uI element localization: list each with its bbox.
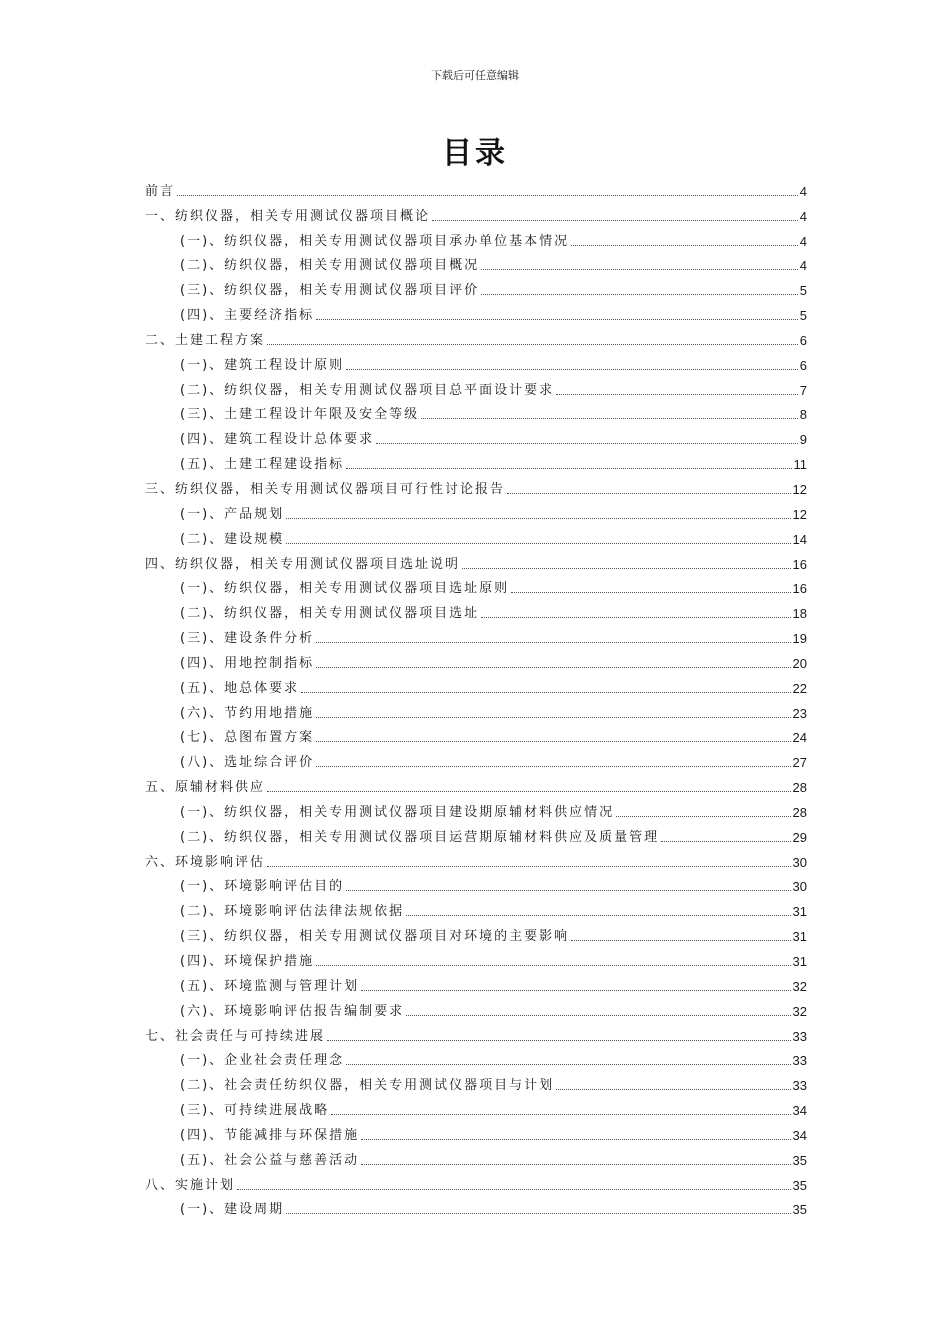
toc-entry-section[interactable] [145,500,807,525]
toc-entry-section[interactable] [145,724,807,749]
dot-leader [286,1213,790,1214]
toc-entry-chapter[interactable] [145,773,807,798]
toc-entry-text: (一)、建设周期 [180,1202,285,1218]
dot-leader [361,990,790,991]
toc-page-number: 35 [792,1202,807,1218]
dot-leader [571,245,798,246]
dot-leader [346,1064,790,1065]
toc-page-number: 31 [792,954,807,969]
toc-entry-text: (一)、纺织仪器，相关专用测试仪器项目建设期原辅材料供应情况 [180,804,615,820]
dot-leader [481,617,790,618]
dot-leader [556,1089,790,1090]
toc-page-number: 7 [799,382,807,398]
toc-entry-chapter[interactable] [145,1022,807,1047]
toc-entry-text: 七、社会责任与可持续进展 [145,1028,326,1044]
dot-leader [661,841,790,842]
toc-entry-section[interactable] [145,525,807,550]
toc-page-number: 11 [793,457,807,473]
toc-entry-text: 前言 [145,183,176,199]
toc-entry-text: (八)、选址综合评价 [180,755,315,771]
toc-page-number: 24 [792,730,807,746]
toc-entry-section[interactable] [145,1096,807,1121]
dot-leader [331,1114,790,1115]
toc-entry-section[interactable] [145,897,807,922]
toc-entry-section[interactable] [145,649,807,674]
dot-leader [286,518,790,519]
dot-leader [421,418,798,419]
toc-entry-text: 六、环境影响评估 [145,854,266,870]
toc-entry-text: (三)、可持续进展战略 [180,1103,330,1119]
toc-entry-text: (三)、纺织仪器，相关专用测试仪器项目评价 [180,283,480,299]
toc-entry-text: (四)、环境保护措施 [180,954,315,969]
toc-page-number: 20 [792,655,807,671]
toc-page-number: 22 [792,680,807,696]
toc-entry-text: 五、原辅材料供应 [145,780,266,796]
toc-page-number: 31 [792,929,807,945]
toc-entry-section[interactable] [145,1196,807,1221]
toc-entry-text: (二)、纺织仪器，相关专用测试仪器项目总平面设计要求 [180,382,555,398]
toc-entry-text: (一)、纺织仪器，相关专用测试仪器项目承办单位基本情况 [180,233,570,249]
dot-leader [361,1139,790,1140]
dot-leader [316,642,790,643]
toc-entry-text: 四、纺织仪器，相关专用测试仪器项目选址说明 [145,556,461,572]
toc-page-number: 19 [792,631,807,647]
toc-page-number: 30 [792,879,807,895]
toc-entry-section[interactable] [145,425,807,450]
toc-entry-section[interactable] [145,798,807,823]
toc-page-number: 5 [799,308,807,324]
toc-entry-text: (四)、用地控制指标 [180,655,315,671]
dot-leader [316,717,790,718]
toc-page-number: 12 [792,506,807,522]
toc-page-number: 6 [799,357,807,373]
dot-leader [571,940,790,941]
toc-entry-section[interactable] [145,450,807,475]
toc-entry-text: 二、土建工程方案 [145,332,266,348]
dot-leader [462,568,791,569]
dot-leader [616,816,790,817]
dot-leader [406,1015,790,1016]
toc-entry-chapter[interactable] [145,475,807,500]
toc-page-number: 32 [792,1003,807,1019]
toc-entry-section[interactable] [145,674,807,699]
toc-entry-text: (二)、纺织仪器，相关专用测试仪器项目概况 [180,258,480,274]
dot-leader [316,741,790,742]
toc-entry-section[interactable] [145,227,807,252]
toc-page-number: 14 [792,531,807,547]
dot-leader [346,890,790,891]
toc-page-number: 35 [792,1152,807,1168]
toc-entry-text: (三)、土建工程设计年限及安全等级 [180,407,420,423]
toc-page-number: 4 [799,258,807,274]
toc-page-number: 34 [792,1103,807,1119]
dot-leader [316,667,790,668]
toc-entry-text: (一)、建筑工程设计原则 [180,357,345,373]
dot-leader [481,294,798,295]
toc-page-number: 4 [799,183,807,199]
toc-entry-section[interactable] [145,624,807,649]
toc-entry-section[interactable] [145,823,807,848]
toc-entry-section[interactable] [145,301,807,326]
toc-entry-section[interactable] [145,748,807,773]
toc-page-number: 28 [792,780,807,796]
dot-leader [316,319,798,320]
dot-leader [432,220,798,221]
toc-entry-text: 八、实施计划 [145,1177,236,1193]
toc-entry-section[interactable] [145,922,807,947]
toc-entry-text: (二)、建设规模 [180,531,285,547]
toc-entry-section[interactable] [145,575,807,600]
toc-page-number: 12 [792,481,807,497]
toc-entry-text: (四)、节能减排与环保措施 [180,1127,360,1143]
toc-entry-text: (四)、主要经济指标 [180,308,315,324]
dot-leader [177,195,798,196]
toc-entry-text: (一)、纺织仪器，相关专用测试仪器项目选址原则 [180,581,510,597]
toc-page-number: 33 [792,1028,807,1044]
toc-entry-text: (五)、土建工程建设指标 [180,457,345,473]
toc-entry-text: (五)、社会公益与慈善活动 [180,1152,360,1168]
toc-entry-chapter[interactable] [145,1171,807,1196]
toc-page-number: 33 [792,1078,807,1094]
toc-entry-text: (五)、环境监测与管理计划 [180,978,360,994]
toc-entry-section[interactable] [145,972,807,997]
toc-entry-chapter[interactable] [145,202,807,227]
toc-entry-section[interactable] [145,1146,807,1171]
dot-leader [316,766,790,767]
toc-page-number: 5 [799,283,807,299]
toc-entry-section[interactable] [145,1071,807,1096]
dot-leader [346,468,791,469]
toc-entry-section[interactable] [145,276,807,301]
toc-entry-section[interactable] [145,699,807,724]
dot-leader [376,443,798,444]
toc-title: 目录 [442,136,508,171]
dot-leader [346,369,798,370]
dot-leader [481,269,798,270]
dot-leader [507,493,791,494]
toc-entry-text: (一)、产品规划 [180,506,285,522]
toc-entry-section[interactable] [145,1047,807,1072]
toc-page-number: 9 [799,432,807,448]
toc-entry-text: 一、纺织仪器，相关专用测试仪器项目概论 [145,208,431,224]
toc-entry-text: 三、纺织仪器，相关专用测试仪器项目可行性讨论报告 [145,481,506,497]
dot-leader [286,543,790,544]
toc-entry-section[interactable] [145,376,807,401]
toc-entry-section[interactable] [145,252,807,277]
toc-page-number: 16 [792,556,807,572]
toc-entry-text: (二)、环境影响评估法律法规依据 [180,904,405,920]
dot-leader [361,1164,790,1165]
toc-page-number: 33 [792,1053,807,1069]
dot-leader [267,791,791,792]
toc-entry-text: (一)、企业社会责任理念 [180,1053,345,1069]
dot-leader [301,692,790,693]
toc-entry-text: (六)、环境影响评估报告编制要求 [180,1003,405,1019]
dot-leader [327,1040,791,1041]
toc-entry-text: (七)、总图布置方案 [180,730,315,746]
toc-entry-text: (三)、纺织仪器，相关专用测试仪器项目对环境的主要影响 [180,929,570,945]
page-header-note: 下载后可任意编辑 [431,69,519,82]
toc-entry-text: (一)、环境影响评估目的 [180,879,345,895]
toc-page-number: 27 [792,755,807,771]
toc-page-number: 32 [792,978,807,994]
toc-page-number: 31 [792,904,807,920]
toc-entry-text: (六)、节约用地措施 [180,705,315,721]
toc-entry-text: (二)、纺织仪器，相关专用测试仪器项目选址 [180,606,480,622]
toc-entry-section[interactable] [145,351,807,376]
toc-page-number: 34 [792,1127,807,1143]
toc-page-number: 29 [792,829,807,845]
toc-page-number: 8 [799,407,807,423]
toc-page-number: 35 [792,1177,807,1193]
toc-entry-chapter[interactable] [145,326,807,351]
toc-page-number: 30 [792,854,807,870]
toc-page-number: 4 [799,208,807,224]
dot-leader [556,394,798,395]
dot-leader [406,915,790,916]
toc-entry-section[interactable] [145,401,807,426]
toc-entry-text: (三)、建设条件分析 [180,631,315,647]
toc-entry-section[interactable] [145,1121,807,1146]
toc-entry-section[interactable] [145,873,807,898]
toc-entry-chapter[interactable] [145,177,807,202]
toc-entry-section[interactable] [145,599,807,624]
toc-page-number: 4 [799,233,807,249]
dot-leader [511,592,790,593]
dot-leader [237,1189,791,1190]
toc-page-number: 16 [792,581,807,597]
toc-entry-section[interactable] [145,997,807,1022]
toc-entry-text: (四)、建筑工程设计总体要求 [180,432,375,448]
toc-entry-chapter[interactable] [145,848,807,873]
toc-page-number: 6 [799,332,807,348]
dot-leader [267,344,798,345]
toc-page-number: 18 [792,606,807,622]
toc-entry-text: (二)、社会责任纺织仪器，相关专用测试仪器项目与计划 [180,1078,555,1094]
toc-page-number: 28 [792,804,807,820]
table-of-contents [145,177,807,1220]
toc-entry-chapter[interactable] [145,550,807,575]
dot-leader [267,866,791,867]
toc-entry-text: (二)、纺织仪器，相关专用测试仪器项目运营期原辅材料供应及质量管理 [180,829,660,845]
dot-leader [316,965,790,966]
toc-entry-section[interactable] [145,947,807,972]
toc-page-number: 23 [792,705,807,721]
toc-entry-text: (五)、地总体要求 [180,680,300,696]
